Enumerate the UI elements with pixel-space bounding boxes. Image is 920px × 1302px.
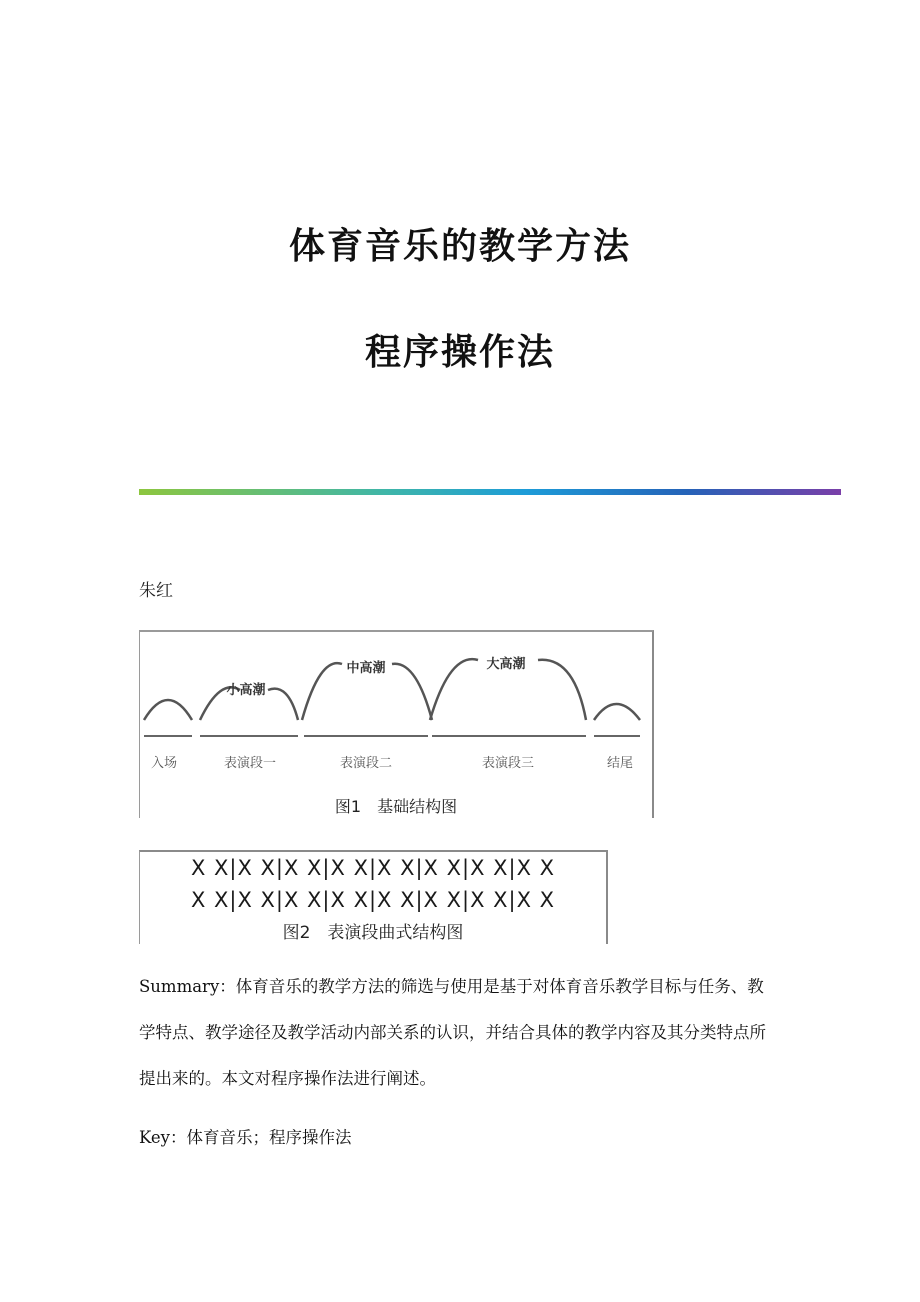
author-name: 朱红 bbox=[139, 581, 173, 601]
figure-2-caption: 图2 表演段曲式结构图 bbox=[282, 923, 464, 943]
figure-2-row-2: X X|X X|X X|X X|X X|X X|X X|X X bbox=[190, 888, 556, 912]
figure-1-diagram bbox=[140, 632, 652, 818]
label-segment-1: 表演段一 bbox=[223, 756, 277, 771]
arc-intro bbox=[144, 700, 192, 720]
label-intro: 入场 bbox=[150, 756, 178, 771]
figure-2-row-1: X X|X X|X X|X X|X X|X X|X X|X X bbox=[190, 856, 556, 880]
figure-2-performance-structure bbox=[139, 850, 608, 944]
keywords-paragraph: Key：体育音乐；程序操作法 bbox=[139, 1128, 352, 1147]
label-ending: 结尾 bbox=[606, 756, 634, 771]
label-segment-2: 表演段二 bbox=[339, 756, 393, 771]
label-mid-climax: 中高潮 bbox=[346, 661, 386, 676]
label-segment-3: 表演段三 bbox=[481, 756, 535, 771]
figure-1-basic-structure bbox=[139, 630, 654, 818]
summary-paragraph: Summary：体育音乐的教学方法的筛选与使用是基于对体育音乐教学目标与任务、教学特点、教学途径及教学活动内部关系的认识，并结合具体的教学内容及其分类特点所提出来的。本文对程序操作法进行阐述。 bbox=[139, 977, 766, 1088]
figure-1-caption: 图1 基础结构图 bbox=[334, 797, 458, 816]
label-small-climax: 小高潮 bbox=[226, 683, 266, 698]
label-big-climax: 大高潮 bbox=[486, 657, 526, 672]
document-subtitle: 程序操作法 bbox=[364, 332, 555, 373]
gradient-divider bbox=[139, 489, 841, 495]
arc-ending bbox=[594, 704, 640, 720]
document-title: 体育音乐的教学方法 bbox=[288, 226, 631, 267]
